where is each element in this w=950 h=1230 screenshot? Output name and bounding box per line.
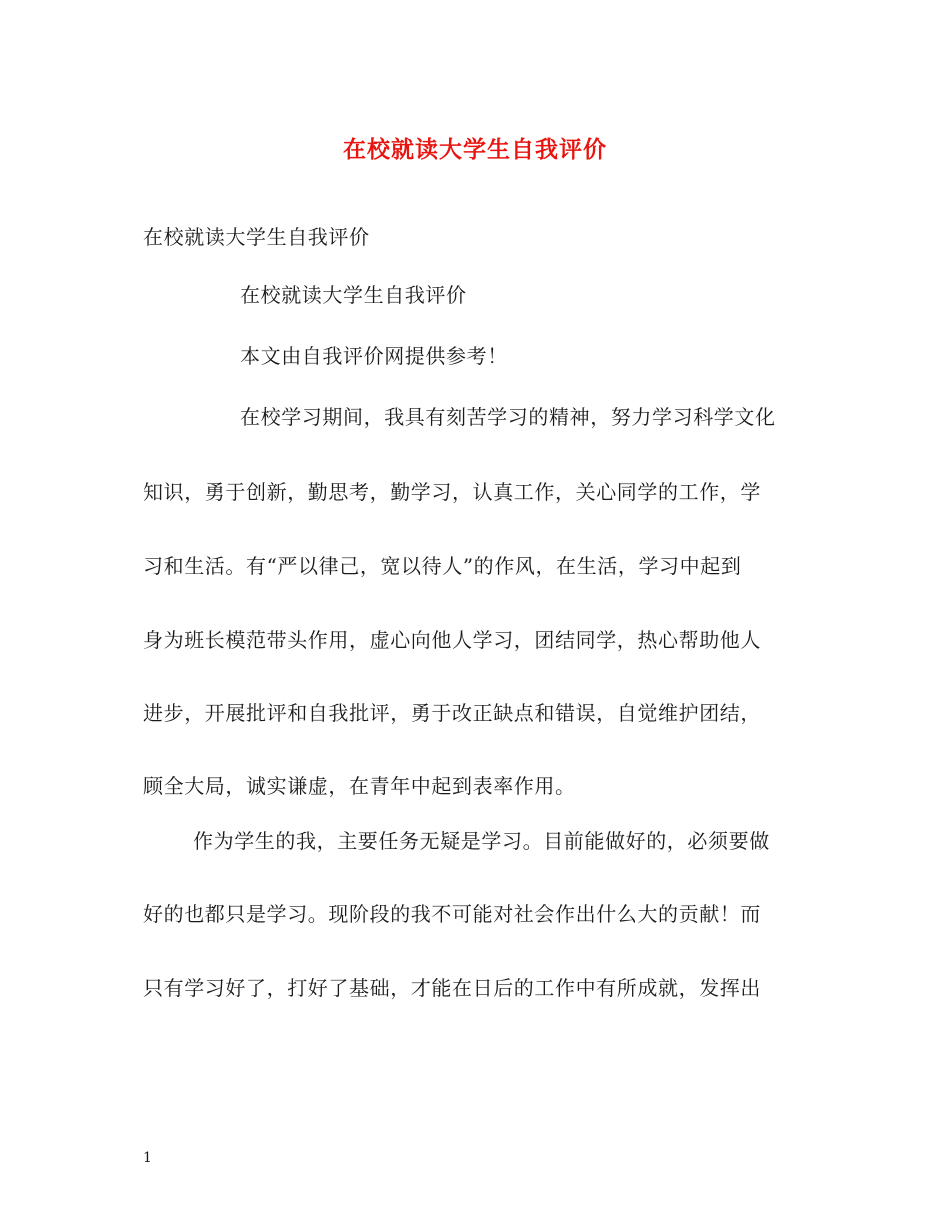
paragraph-line: 身为班长模范带头作用，虚心向他人学习，团结同学，热心帮助他人	[143, 628, 761, 652]
paragraph-line: 在校学习期间，我具有刻苦学习的精神，努力学习科学文化	[240, 405, 776, 429]
source-note: 本文由自我评价网提供参考！	[240, 344, 508, 368]
paragraph-line: 好的也都只是学习。现阶段的我不可能对社会作出什么大的贡献！而	[143, 902, 761, 926]
paragraph-line: 习和生活。有“严以律己，宽以待人”的作风，在生活，学习中起到	[143, 554, 742, 578]
paragraph-line: 知识，勇于创新，勤思考，勤学习，认真工作，关心同学的工作，学	[143, 480, 761, 504]
paragraph-line: 作为学生的我，主要任务无疑是学习。目前能做好的，必须要做	[193, 829, 770, 853]
paragraph-line: 顾全大局，诚实谦虚，在青年中起到表率作用。	[143, 774, 576, 798]
paragraph-line: 只有学习好了，打好了基础，才能在日后的工作中有所成就，发挥出	[143, 976, 761, 1000]
subtitle-indented: 在校就读大学生自我评价	[240, 283, 467, 307]
page-number: 1	[143, 1150, 152, 1166]
subtitle: 在校就读大学生自我评价	[143, 225, 370, 249]
paragraph-line: 进步，开展批评和自我批评，勇于改正缺点和错误，自觉维护团结，	[143, 701, 761, 725]
document-title: 在校就读大学生自我评价	[343, 136, 607, 163]
